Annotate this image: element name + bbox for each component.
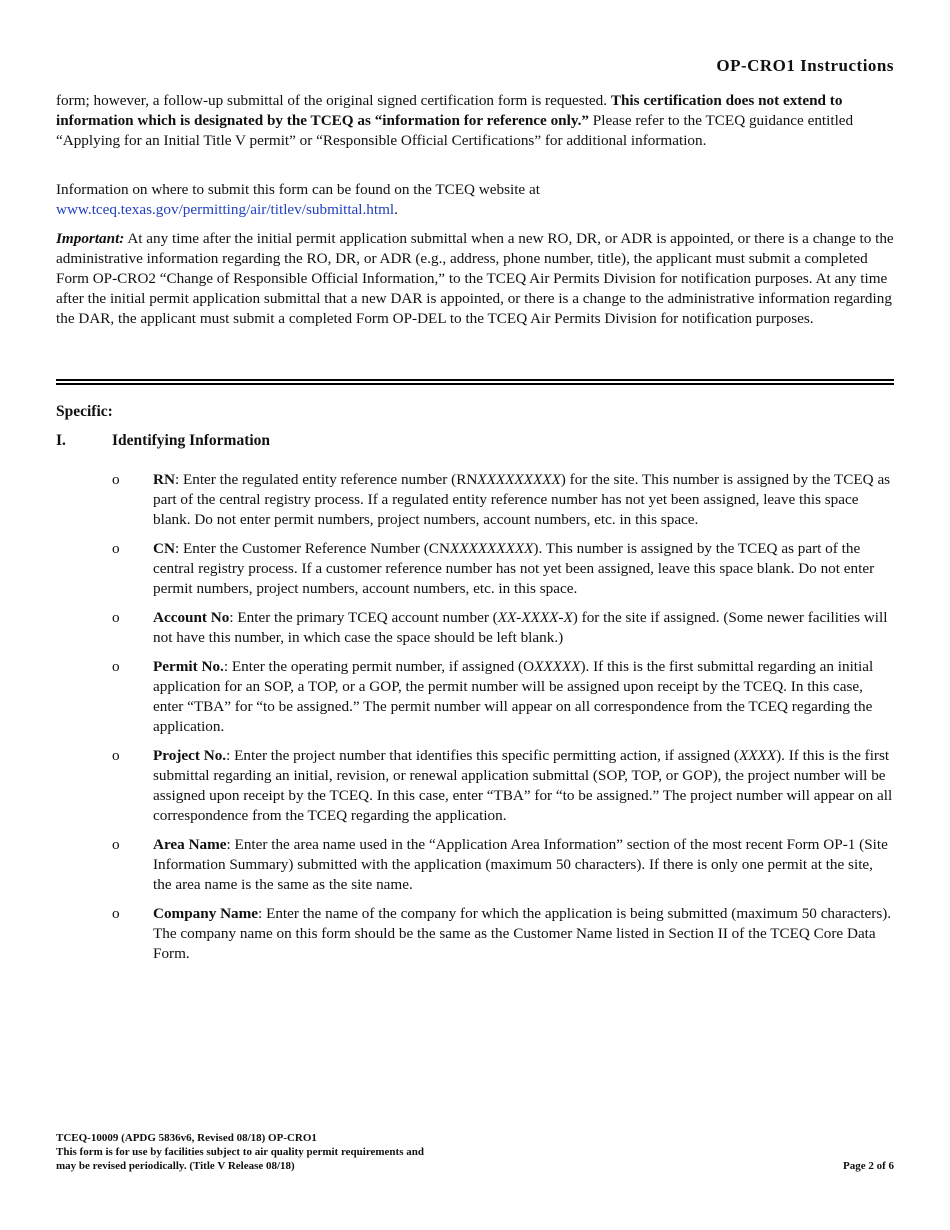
intro-text: form; however, a follow-up submittal of the original signed certification form is requested.: [56, 92, 611, 109]
intro-tail: Please refer to the TCEQ guidance entitled “Applying for an Initial Title V permit” or “Responsible Official Certifications” for additional information.: [56, 112, 854, 149]
item-label: Company Name: [153, 905, 259, 922]
bullet-icon: o: [112, 540, 120, 557]
item-format: XX-XXXX-X: [497, 609, 573, 626]
item-text: : Enter the operating permit number, if assigned (O: [223, 658, 535, 675]
page-footer: [56, 1131, 894, 1173]
list-item-area-name: [112, 835, 894, 895]
footer-note-2: may be revised periodically. (Title V Release 08/18): [56, 1160, 295, 1172]
intro-paragraph-important: [56, 229, 894, 329]
section-divider: [56, 379, 894, 385]
bullet-icon: o: [112, 609, 120, 626]
item-text: : Enter the area name used in the “Application Area Information” section of the most recent Form OP-1 (Site Information Summary) submitted with the application (maximum 50 characters). If there is only one permit at the site, the area name is the same as the site name.: [153, 836, 888, 893]
bullet-icon: o: [112, 836, 120, 853]
submit-text: Information on where to submit this form can be found on the TCEQ website at: [56, 181, 540, 198]
specific-heading: Specific:: [56, 403, 113, 420]
item-label: Project No.: [153, 747, 227, 764]
item-format: XXXXX: [534, 658, 581, 675]
list-item-permit-no: [112, 657, 894, 737]
item-text-end: ). If this is the first submittal regarding an initial application for an SOP, a TOP, or a GOP, the permit number will be assigned upon receipt by the TCEQ. In this case, enter “TBA” for “to be assigned.” The permit number will appear on all correspondence from the TCEQ regarding the application.: [153, 658, 874, 735]
important-label: Important:: [56, 230, 125, 247]
identifying-info-list: [112, 470, 894, 973]
list-item-project-no: [112, 746, 894, 826]
list-item-cn: [112, 539, 894, 599]
bullet-icon: o: [112, 471, 120, 488]
intro-paragraph-submit: [56, 180, 894, 220]
item-format: XXXX: [738, 747, 777, 764]
submit-end: .: [394, 201, 398, 218]
page-number: Page 2 of 6: [842, 1160, 894, 1172]
list-item-rn: [112, 470, 894, 530]
item-text: : Enter the regulated entity reference number (RN: [174, 471, 478, 488]
item-text: : Enter the Customer Reference Number (CN: [174, 540, 450, 557]
intro-bold-notice: This certification does not extend to information which is designated by the TCEQ as “information for reference only.”: [56, 92, 843, 129]
item-text-end: ). If this is the first submittal regarding an initial, revision, or renewal application submittal (SOP, TOP, or GOP), the project number will be assigned upon receipt by the TCEQ. In this case, enter “TBA” for “to be assigned.” The project number will appear on all correspondence from the TCEQ regarding the application.: [153, 747, 893, 824]
item-label: RN: [153, 471, 175, 488]
item-text-end: ) for the site if assigned. (Some newer facilities will not have this number, in which case the space should be left blank.): [153, 609, 888, 646]
item-text: : Enter the name of the company for which the application is being submitted (maximum 50 characters). The company name on this form should be the same as the Customer Name listed in Section II of the TCEQ Core Data Form.: [153, 905, 892, 962]
item-format: XXXXXXXXX: [449, 540, 534, 557]
page-header-title: OP-CRO1 Instructions: [716, 56, 894, 75]
item-format: XXXXXXXXX: [477, 471, 561, 488]
intro-paragraph-certification: [56, 91, 894, 151]
list-item-account-no: [112, 608, 894, 648]
section-title: Identifying Information: [112, 432, 271, 449]
item-label: Permit No.: [153, 658, 224, 675]
item-label: Area Name: [153, 836, 227, 853]
item-label: Account No: [153, 609, 230, 626]
footer-form-id: TCEQ-10009 (APDG 5836v6, Revised 08/18) OP-CRO1: [56, 1132, 317, 1144]
item-text-end: ). This number is assigned by the TCEQ as part of the central registry process. If a customer reference number has not yet been assigned, leave this space blank. Do not enter permit numbers, project numbers, account numbers, etc. in this space.: [153, 540, 875, 597]
section-number: I.: [56, 432, 66, 449]
footer-note-1: This form is for use by facilities subject to air quality permit requirements and: [56, 1146, 424, 1158]
section-heading: [56, 432, 456, 450]
important-text: At any time after the initial permit application submittal when a new RO, DR, or ADR is appointed, or there is a change to the administrative information regarding the RO, DR, or ADR (e.g., address, phone number, title), the applicant must submit a completed Form OP-CRO2 “Change of Responsible Official Information,” to the TCEQ Air Permits Division for notification purposes. At any time after the initial permit application submittal that a new DAR is appointed, or there is a change to the administrative information regarding the DAR, the applicant must submit a completed Form OP-DEL to the TCEQ Air Permits Division for notification purposes.: [56, 230, 894, 327]
item-text: : Enter the primary TCEQ account number (: [229, 609, 498, 626]
item-label: CN: [153, 540, 175, 557]
bullet-icon: o: [112, 747, 120, 764]
item-text-end: ) for the site. This number is assigned by the TCEQ as part of the central registry process. If a regulated entity reference number has not yet been assigned, leave this space blank. Do not enter permit numbers, project numbers, account numbers, etc. in this space.: [153, 471, 891, 528]
item-text: : Enter the project number that identifies this specific permitting action, if assigned (: [226, 747, 739, 764]
list-item-company-name: [112, 904, 894, 964]
bullet-icon: o: [112, 905, 120, 922]
submittal-link[interactable]: www.tceq.texas.gov/permitting/air/titlev/submittal.html: [56, 201, 395, 218]
bullet-icon: o: [112, 658, 120, 675]
